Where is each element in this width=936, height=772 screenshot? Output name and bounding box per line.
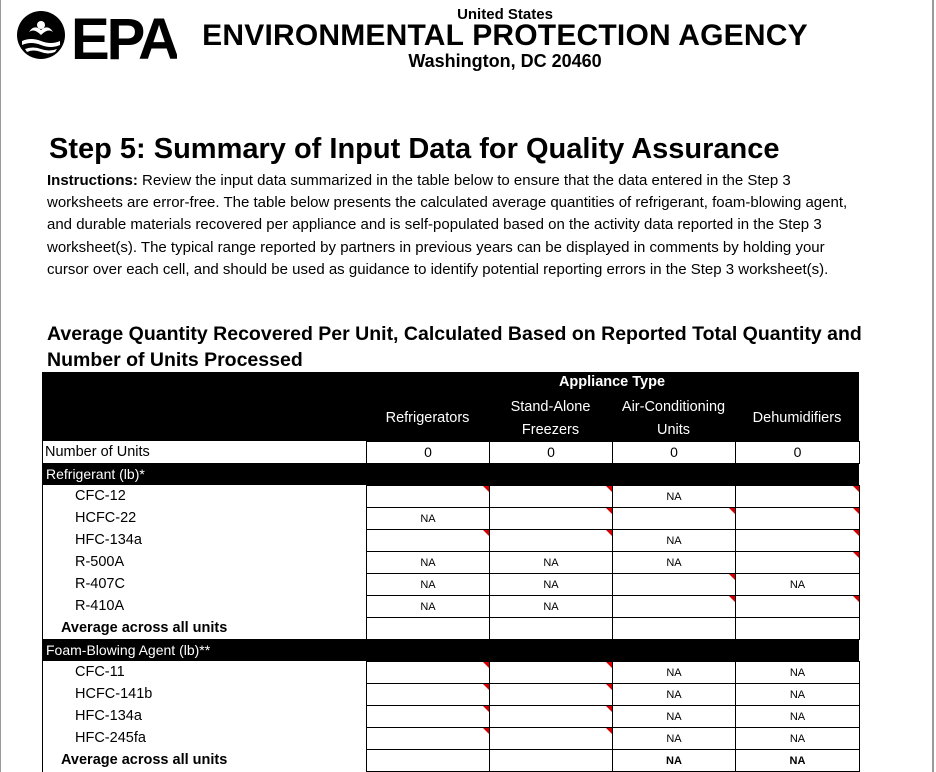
section-title: Average Quantity Recovered Per Unit, Calculated Based on Reported Total Quantity and Number of Units Processed (47, 323, 862, 371)
table-cell[interactable] (366, 705, 490, 728)
table-cell[interactable] (366, 683, 490, 706)
table-row-label: CFC-11 (75, 664, 125, 680)
table-row-label: HFC-134a (75, 532, 142, 548)
col-header-refrigerators: Refrigerators (385, 410, 470, 426)
table-cell[interactable] (735, 595, 860, 618)
table-row-label: HFC-245fa (75, 730, 146, 746)
comment-indicator-icon (853, 530, 859, 536)
table-cell[interactable] (489, 705, 613, 728)
table-cell[interactable] (366, 485, 490, 508)
table-cell[interactable]: NA (489, 595, 613, 618)
appliance-type-header: Appliance Type (558, 374, 666, 390)
table-row-label: HCFC-141b (75, 686, 153, 702)
table-cell[interactable] (612, 507, 736, 530)
average-cell[interactable]: NA (612, 749, 736, 772)
table-cell[interactable]: NA (612, 551, 736, 574)
col-header-freezers: Stand-Alone Freezers (510, 399, 591, 438)
units-cell[interactable]: 0 (489, 441, 613, 464)
table-cell[interactable] (489, 661, 613, 684)
table-row-label: CFC-12 (75, 488, 126, 504)
units-cell[interactable]: 0 (612, 441, 736, 464)
header-agency: ENVIRONMENTAL PROTECTION AGENCY (202, 19, 808, 52)
table-row-label: R-407C (75, 576, 125, 592)
table-cell[interactable] (612, 573, 736, 596)
comment-indicator-icon (853, 508, 859, 514)
table-cell[interactable] (366, 529, 490, 552)
table-cell[interactable] (735, 507, 860, 530)
units-cell[interactable]: 0 (735, 441, 860, 464)
average-cell[interactable]: NA (735, 749, 860, 772)
table-row-label: HFC-134a (75, 708, 142, 724)
table-cell[interactable]: NA (489, 573, 613, 596)
col-header-ac-units: Air-Conditioning Units (621, 399, 726, 438)
table-cell[interactable] (612, 595, 736, 618)
average-cell[interactable] (366, 617, 490, 640)
foam-category-row (42, 639, 859, 661)
table-cell[interactable]: NA (366, 507, 490, 530)
table-cell[interactable] (489, 485, 613, 508)
page-title: Step 5: Summary of Input Data for Quality Assurance (49, 133, 780, 165)
table-cell[interactable]: NA (366, 573, 490, 596)
units-row-label: Number of Units (45, 444, 150, 460)
table-cell[interactable]: NA (489, 551, 613, 574)
table-cell[interactable] (735, 485, 860, 508)
foam-average-label: Average across all units (61, 752, 228, 768)
instructions-body: Review the input data summarized in the table below to ensure that the data entered in the Step 3 worksheets are error-free. The table below presents the calculated average quantities of refrigerant, foam-blowing agent, and durable materials recovered per appliance and is self-populated based on the activity data reported in the Step 3 worksheet(s). The typical range reported by partners in previous years can be displayed in comments by holding your cursor over each cell, and should be used as guidance to identify potential reporting errors in the Step 3 worksheet(s). (47, 172, 848, 278)
table-cell[interactable]: NA (612, 529, 736, 552)
table-cell[interactable]: NA (735, 661, 860, 684)
comment-indicator-icon (853, 596, 859, 602)
table-cell[interactable]: NA (735, 683, 860, 706)
table-cell[interactable]: NA (612, 705, 736, 728)
average-cell[interactable] (366, 749, 490, 772)
refrigerant-average-label: Average across all units (61, 620, 228, 636)
foam-category-row-label: Foam-Blowing Agent (lb)** (46, 642, 211, 658)
comment-indicator-icon (853, 552, 859, 558)
table-cell[interactable]: NA (612, 485, 736, 508)
refrigerant-category-row (42, 463, 859, 485)
average-cell[interactable] (735, 617, 860, 640)
table-cell[interactable]: NA (735, 705, 860, 728)
table-row-label: HCFC-22 (75, 510, 137, 526)
table-cell[interactable] (489, 683, 613, 706)
header-address: Washington, DC 20460 (408, 51, 602, 71)
table-row-label: R-500A (75, 554, 125, 570)
comment-indicator-icon (853, 486, 859, 492)
table-cell[interactable]: NA (612, 661, 736, 684)
table-header (42, 372, 859, 441)
average-cell[interactable] (612, 617, 736, 640)
refrigerant-category-row-label: Refrigerant (lb)* (46, 466, 145, 482)
col-header-dehumidifiers: Dehumidifiers (752, 410, 842, 426)
table-cell[interactable] (735, 551, 860, 574)
table-cell[interactable]: NA (366, 595, 490, 618)
units-cell[interactable]: 0 (366, 441, 490, 464)
instructions-text (47, 170, 859, 281)
table-cell[interactable] (735, 529, 860, 552)
table-cell[interactable] (489, 507, 613, 530)
table-cell[interactable]: NA (612, 683, 736, 706)
table-cell[interactable]: NA (612, 727, 736, 750)
table-row-label: R-410A (75, 598, 125, 614)
table-cell[interactable]: NA (366, 551, 490, 574)
table-cell[interactable]: NA (735, 573, 860, 596)
table-cell[interactable] (489, 727, 613, 750)
table-cell[interactable] (366, 727, 490, 750)
instructions-label: Instructions: (47, 172, 138, 189)
svg-text:EPA: EPA (71, 8, 177, 64)
average-cell[interactable] (489, 617, 613, 640)
header-country: United States (457, 6, 553, 23)
table-cell[interactable] (366, 661, 490, 684)
table-cell[interactable] (489, 529, 613, 552)
table-cell[interactable]: NA (735, 727, 860, 750)
average-cell[interactable] (489, 749, 613, 772)
